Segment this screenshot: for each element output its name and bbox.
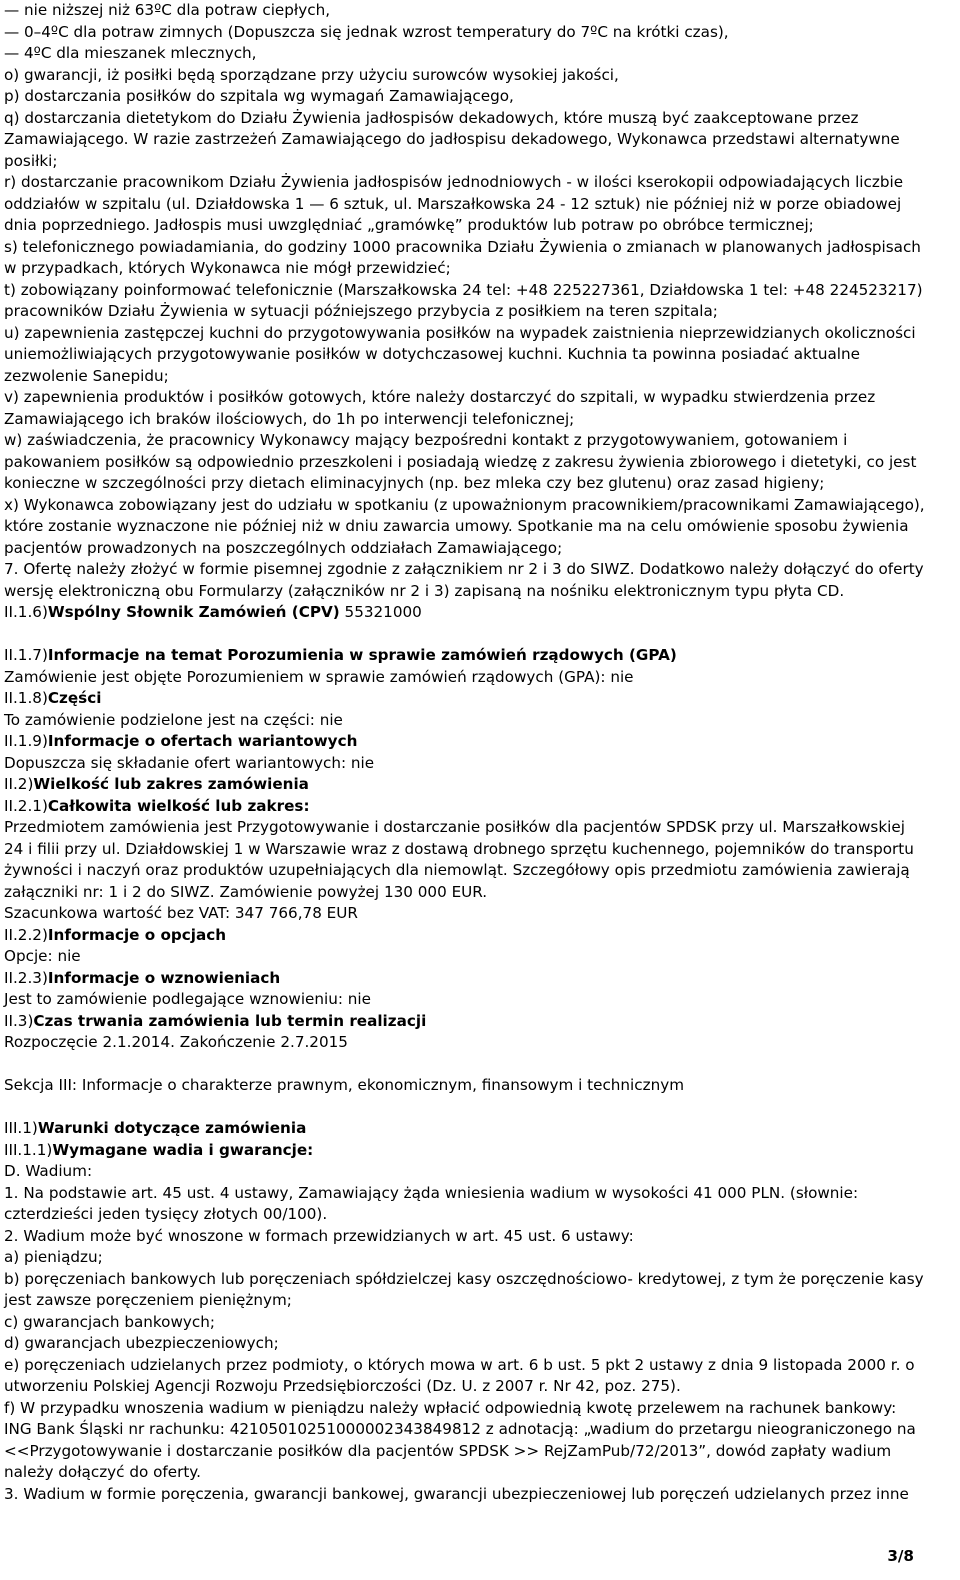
total-scope-text: [4, 817, 952, 925]
text-line: Przedmiotem zamówienia jest Przygotowywanie i dostarczanie posiłków dla pacjentów SPDSK przy ul. Marszałkowskiej: [4, 818, 905, 836]
deposits-text: [4, 1161, 952, 1505]
text-line: Zamawiającego ich braków ilościowych, do 1h po interwencji telefonicznej;: [4, 409, 575, 428]
text-line: q) dostarczania dietetykom do Działu Żywienia jadłospisów dekadowych, które muszą być zaakceptowane przez: [4, 108, 859, 127]
text-line: e) poręczeniach udzielanych przez podmioty, o których mowa w art. 6 b ust. 5 pkt 2 ustawy z dnia 9 listopada 2000 r. o: [4, 1355, 915, 1374]
requirements-list: [4, 0, 952, 602]
text-line: żywności i naczyń oraz produktów uzupełniających dla niemowląt. Szczegółowy opis przedmiotu zamówienia zawierają: [4, 861, 910, 879]
options-heading: II.2.2)Informacje o opcjach: [4, 925, 227, 944]
text-line: <<Przygotowywanie i dostarczanie posiłków dla pacjentów SPDSK >> RejZamPub/72/2013”, dowód zapłaty wadium: [4, 1441, 892, 1460]
duration-heading: II.3)Czas trwania zamówienia lub termin realizacji: [4, 1011, 427, 1030]
cpv-heading: Wspólny Słownik Zamówień (CPV): [47, 603, 340, 621]
text-line: wersję elektroniczną obu Formularzy (załączników nr 2 i 3) zapisaną na nośniku elektronicznym typu płyta CD.: [4, 581, 845, 600]
deposits-heading: III.1.1)Wymagane wadia i gwarancje:: [4, 1140, 314, 1159]
text-line: s) telefonicznego powiadamiania, do godziny 1000 pracownika Działu Żywienia o zmianach w planowanych jadłospisach: [4, 237, 921, 256]
text-line: pracowników Działu Żywienia w sytuacji późniejszego przybycia z posiłkiem na teren szpitala;: [4, 302, 718, 320]
cpv-code: 55321000: [339, 603, 422, 621]
text-line: t) zobowiązany poinformować telefonicznie (Marszałkowska 24 tel: +48 225227361, Działdowska 1 tel: +48 224523217): [4, 280, 923, 299]
section-3-title: Sekcja III: Informacje o charakterze prawnym, ekonomicznym, finansowym i technicznym: [4, 1076, 685, 1094]
text-line: 3. Wadium w formie poręczenia, gwarancji bankowej, gwarancji ubezpieczeniowej lub poręczeń udzielanych przez inne: [4, 1484, 909, 1503]
page-number: 3/8: [887, 1547, 914, 1565]
conditions-heading: III.1)Warunki dotyczące zamówienia: [4, 1119, 307, 1137]
text-line: pacjentów prowadzonych na poszczególnych oddziałach Zamawiającego;: [4, 538, 563, 557]
text-line: r) dostarczanie pracownikom Działu Żywienia jadłospisów jednodniowych - w ilości kserokopii odpowiadających liczbie: [4, 173, 904, 191]
text-line: oddziałów w szpitalu (ul. Działdowska 1 — 6 sztuk, ul. Marszałkowska 24 - 12 sztuk) nie później niż w porze obiadowej: [4, 194, 902, 213]
text-line: v) zapewnienia produktów i posiłków gotowych, które należy dostarczyć do szpitali, w wypadku stwierdzenia przez: [4, 388, 876, 406]
text-line: pakowaniem posiłków są odpowiednio przeszkoleni i posiadają wiedzę z zakresu żywienia zbiorowego i dietetyki, co jest: [4, 452, 917, 471]
text-line: w przypadkach, których Wykonawca nie mógł przewidzieć;: [4, 259, 451, 277]
options-value: Opcje: nie: [4, 947, 81, 965]
parts-heading: II.1.8)Części: [4, 689, 102, 707]
duration-value: Rozpoczęcie 2.1.2014. Zakończenie 2.7.2015: [4, 1033, 348, 1051]
text-line: c) gwarancjach bankowych;: [4, 1312, 215, 1331]
document-page: [4, 0, 952, 1505]
gpa-heading: II.1.7)Informacje na temat Porozumienia w sprawie zamówień rządowych (GPA): [4, 646, 677, 664]
renewals-value: Jest to zamówienie podlegające wznowieniu: nie: [4, 990, 371, 1008]
text-line: ING Bank Śląski nr rachunku: 42105010251000002343849812 z adnotacją: „wadium do przetargu nieograniczonego na: [4, 1420, 916, 1438]
text-line: d) gwarancjach ubezpieczeniowych;: [4, 1334, 279, 1352]
text-line: czterdzieści jeden tysięcy złotych 00/100).: [4, 1205, 328, 1223]
text-line: uniemożliwiających przygotowywanie posiłków w dotychczasowej kuchni. Kuchnia ta powinna posiadać aktualne: [4, 345, 860, 363]
cpv-section: II.1.6)Wspólny Słownik Zamówień (CPV) 55321000: [4, 603, 422, 621]
text-line: należy dołączyć do oferty.: [4, 1463, 201, 1481]
total-scope-heading: II.2.1)Całkowita wielkość lub zakres:: [4, 796, 310, 815]
text-line: b) poręczeniach bankowych lub poręczeniach spółdzielczej kasy oszczędnościowo- kredytowej, z tym że poręczenie kasy: [4, 1269, 924, 1288]
text-line: Szacunkowa wartość bez VAT: 347 766,78 EUR: [4, 904, 358, 922]
text-line: Zamawiającego. W razie zastrzeżeń Zamawiającego do jadłospisu dekadowego, Wykonawca przedstawi alternatywne: [4, 130, 900, 148]
gpa-value: Zamówienie jest objęte Porozumieniem w sprawie zamówień rządowych (GPA): nie: [4, 667, 634, 686]
variants-value: Dopuszcza się składanie ofert wariantowych: nie: [4, 753, 375, 772]
parts-value: To zamówienie podzielone jest na części: nie: [4, 710, 343, 729]
text-line: a) pieniądzu;: [4, 1248, 103, 1266]
text-line: x) Wykonawca zobowiązany jest do udziału w spotkaniu (z upoważnionym pracownikiem/pracownikami Zamawiającego),: [4, 495, 925, 514]
text-line: jest zawsze poręczeniem pieniężnym;: [4, 1291, 292, 1309]
text-line: — 0–4ºC dla potraw zimnych (Dopuszcza się jednak wzrost temperatury do 7ºC na krótki czas),: [4, 22, 729, 41]
text-line: u) zapewnienia zastępczej kuchni do przygotowywania posiłków na wypadek zaistnienia nieprzewidzianych okoliczności: [4, 323, 916, 342]
text-line: załączniki nr: 1 i 2 do SIWZ. Zamówienie powyżej 130 000 EUR.: [4, 882, 488, 901]
text-line: w) zaświadczenia, że pracownicy Wykonawcy mający bezpośredni kontakt z przygotowywaniem, gotowaniem i: [4, 431, 848, 449]
text-line: 7. Ofertę należy złożyć w formie pisemnej zgodnie z załącznikiem nr 2 i 3 do SIWZ. Dodatkowo należy dołączyć do oferty: [4, 560, 924, 578]
text-line: D. Wadium:: [4, 1162, 93, 1180]
renewals-heading: II.2.3)Informacje o wznowieniach: [4, 968, 281, 987]
text-line: — nie niższej niż 63ºC dla potraw ciepłych,: [4, 1, 331, 19]
text-line: 24 i filii przy ul. Działdowskiej 1 w Warszawie wraz z dostawą drobnego sprzętu kuchennego, pojemników do transportu: [4, 839, 914, 858]
text-line: które zostanie wyznaczone nie później niż w dniu zawarcia umowy. Spotkanie ma na celu omówienie sposobu żywienia: [4, 517, 909, 535]
text-line: dnia poprzedniego. Jadłospis musi uwzględniać „gramówkę” produktów lub potraw po obróbce termicznej;: [4, 216, 814, 234]
text-line: posiłki;: [4, 151, 58, 170]
text-line: 2. Wadium może być wnoszone w formach przewidzianych w art. 45 ust. 6 ustawy:: [4, 1226, 634, 1245]
text-line: 1. Na podstawie art. 45 ust. 4 ustawy, Zamawiający żąda wniesienia wadium w wysokości 41 000 PLN. (słownie:: [4, 1183, 859, 1202]
text-line: f) W przypadku wnoszenia wadium w pieniądzu należy wpłacić odpowiednią kwotę przelewem na rachunek bankowy:: [4, 1398, 897, 1417]
scope-heading: II.2)Wielkość lub zakres zamówienia: [4, 775, 309, 793]
text-line: zezwolenie Sanepidu;: [4, 366, 169, 385]
variants-heading: II.1.9)Informacje o ofertach wariantowych: [4, 732, 358, 750]
text-line: utworzeniu Polskiej Agencji Rozwoju Przedsiębiorczości (Dz. U. z 2007 r. Nr 42, poz. 275).: [4, 1377, 681, 1395]
text-line: o) gwarancji, iż posiłki będą sporządzane przy użyciu surowców wysokiej jakości,: [4, 65, 619, 84]
text-line: konieczne w szczególności przy dietach eliminacyjnych (np. bez mleka czy bez glutenu) oraz zasad higieny;: [4, 474, 825, 492]
text-line: p) dostarczania posiłków do szpitala wg wymagań Zamawiającego,: [4, 87, 514, 105]
text-line: — 4ºC dla mieszanek mlecznych,: [4, 44, 257, 62]
